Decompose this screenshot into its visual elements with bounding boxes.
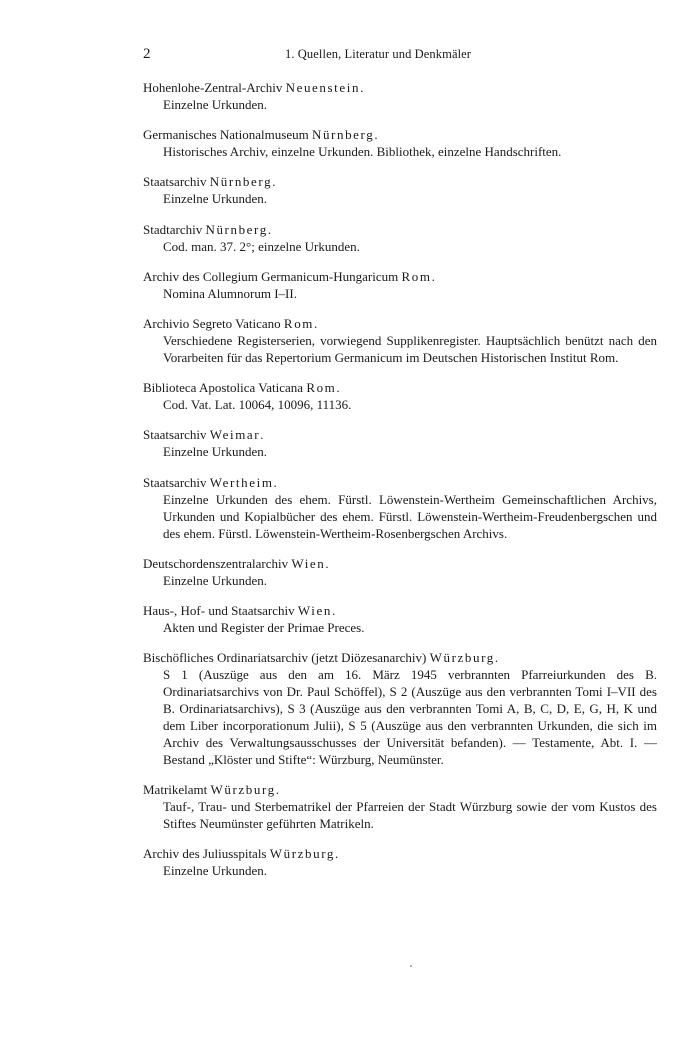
archive-title [143,649,657,666]
archive-entry [143,602,657,636]
archive-entry [143,268,657,302]
archive-name: Staatsarchiv [143,474,210,490]
archive-name: Staatsarchiv [143,174,210,190]
archive-title-punct: . [260,427,264,443]
archive-place: Rom [306,380,337,396]
archive-entry [143,555,657,589]
archive-place: Rom [401,268,432,284]
archive-entry [143,79,657,113]
archive-title [143,79,657,96]
archive-title-punct: . [267,221,272,237]
archive-title [143,221,657,238]
archive-name: Archiv des Juliusspitals [143,846,270,862]
archive-title [143,474,657,491]
archive-entry [143,126,657,160]
archive-name: Hohenlohe-Zentral-Archiv [143,80,286,95]
archive-entry [143,781,657,832]
archive-holdings: Historisches Archiv, einzelne Urkunden. Bibliothek, einzelne Handschriften. [163,144,562,160]
archive-name: Staatsarchiv [143,427,210,443]
archive-entry [143,474,657,542]
archive-title-punct: . [360,80,364,95]
archive-title-punct: . [314,315,318,331]
archive-holdings: Nomina Alumnorum I–II. [163,285,297,301]
archive-place: Wien [297,602,332,618]
archive-place: Wertheim [209,474,274,490]
archive-title [143,602,657,619]
archive-holdings: Einzelne Urkunden des ehem. Fürstl. Löwenstein-Wertheim Gemeinschaftlichen Archivs, Urkunden und Kopialbücher des ehem. Fürstl. Löwenstein-Wertheim-Freudenbergschen und des ehem. Fürstl. Löwenstein-Wertheim-Rosenbergschen Archivs. [163,491,657,541]
archive-holdings: Cod. Vat. Lat. 10064, 10096, 11136. [163,397,352,413]
archive-name: Deutschordenszentralarchiv [143,555,292,571]
running-head: 1. Quellen, Literatur und Denkmäler [285,47,472,61]
archive-holdings: Einzelne Urkunden. [163,863,267,879]
archive-entry [143,315,657,366]
archive-list [143,79,657,893]
archive-title [143,126,657,143]
archive-title-punct: . [275,782,280,798]
archive-name: Matrikelamt [143,782,211,798]
archive-place: Nürnberg [209,174,273,190]
archive-place: Rom [283,315,315,331]
page-number: 2 [143,46,151,62]
archive-entry [143,379,657,413]
archive-holdings: Akten und Register der Primae Preces. [163,619,365,635]
archive-name: Bischöfliches Ordinariatsarchiv (jetzt Diözesanarchiv) [143,650,430,666]
archive-holdings: Einzelne Urkunden. [163,191,267,207]
archive-entry [143,649,657,768]
page-speck [410,965,412,967]
archive-name: Archiv des Collegium Germanicum-Hungaricum [143,268,402,284]
archive-place: Wien [291,555,326,571]
archive-title [143,315,657,332]
archive-entry [143,221,657,255]
archive-holdings: Einzelne Urkunden. [163,97,267,112]
archive-entry [143,426,657,460]
archive-title [143,268,657,285]
archive-name: Germanisches Nationalmuseum [143,127,312,143]
archive-holdings: Tauf-, Trau- und Sterbematrikel der Pfarreien der Stadt Würzburg sowie der vom Kustos des Stiftes Neumünster geführten Matrikeln. [163,799,657,832]
archive-title [143,173,657,190]
archive-entry [143,845,657,879]
archive-title-punct: . [331,602,336,618]
archive-place: Nürnberg [205,221,268,237]
archive-title-punct: . [273,474,277,490]
archive-title-punct: . [272,174,276,190]
archive-title [143,426,657,443]
archive-title-punct: . [374,127,378,143]
archive-place: Würzburg [269,846,336,862]
archive-holdings: Cod. man. 37. 2°; einzelne Urkunden. [163,238,360,254]
archive-place: Weimar [209,427,261,443]
archive-title-punct: . [431,268,435,284]
archive-holdings: Einzelne Urkunden. [163,572,267,588]
archive-place: Neuenstein [285,80,361,95]
archive-place: Nürnberg [311,127,375,143]
archive-title-punct: . [325,555,329,571]
archive-title-punct: . [336,380,340,396]
archive-title [143,379,657,396]
archive-holdings: S 1 (Auszüge aus den am 16. März 1945 verbrannten Pfarreiurkunden des B. Ordinariatsarchivs von Dr. Paul Schöffel), S 2 (Auszüge aus den verbrannten Tomi I–VII des B. Ordinariatsarchivs), S 3 (Auszüge aus den verbrannten Tomi A, B, C, D, E, G, H, K und dem Liber incorporationum Julii), S 5 (Auszüge aus den verbrannten Urkunden, die sich im Archiv des Verwaltungsausschusses der Universität befanden). — Testamente, Abt. I. — Bestand „Klöster und Stifte“: Würzburg, Neumünster. [163,667,657,768]
archive-place: Würzburg [429,650,495,666]
archive-title [143,555,657,572]
archive-name: Archivio Segreto Vaticano [143,315,284,331]
archive-name: Stadtarchiv [143,221,206,237]
archive-holdings: Einzelne Urkunden. [163,444,267,460]
archive-holdings: Verschiedene Registerserien, vorwiegend Supplikenregister. Hauptsächlich benützt nach den Vorarbeiten für das Repertorium Germanicum im Deutschen Historischen Institut Rom. [163,332,657,365]
archive-title-punct: . [335,846,339,862]
archive-entry [143,173,657,207]
archive-title [143,845,657,862]
archive-title [143,781,657,798]
archive-name: Haus-, Hof- und Staatsarchiv [143,602,298,618]
archive-title-punct: . [494,650,499,666]
archive-name: Biblioteca Apostolica Vaticana [143,380,307,396]
archive-place: Würzburg [210,782,276,798]
